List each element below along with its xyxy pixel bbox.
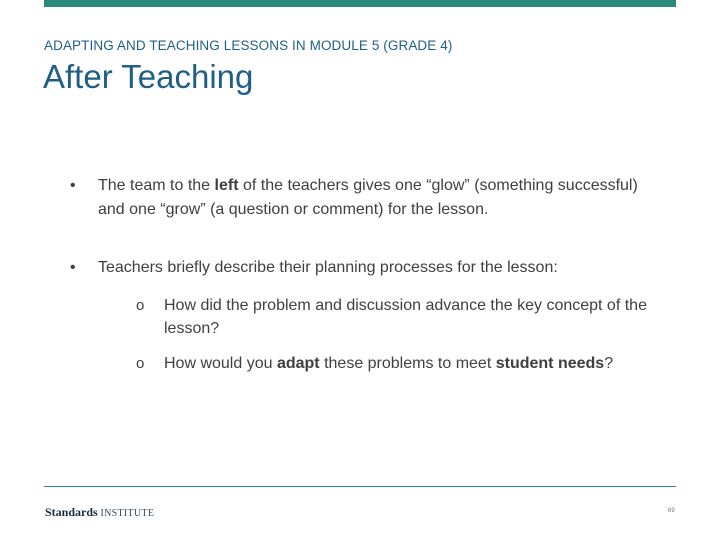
- logo-strong-text: Standards: [45, 505, 98, 519]
- bullet-text-post: of the teachers gives one “glow” (something successful) and one “grow” (a question or comment) for the lesson.: [98, 177, 638, 218]
- bullet-text-bold: left: [214, 177, 239, 194]
- sub-bullet-text-post: ?: [604, 355, 614, 372]
- module-kicker: ADAPTING AND TEACHING LESSONS IN MODULE 5 (GRADE 4): [44, 38, 453, 53]
- footer-divider: [44, 486, 676, 487]
- bullet-marker: •: [70, 259, 76, 276]
- slide-title: After Teaching: [43, 58, 254, 95]
- sub-bullet-text-mid: these problems to meet: [319, 355, 496, 372]
- sub-bullet-item-concept: [134, 294, 664, 340]
- sub-bullet-text: How did the problem and discussion advance the key concept of the lesson?: [164, 297, 647, 337]
- bullet-item-planning: [60, 256, 660, 280]
- bullet-item-glow-grow: [60, 174, 660, 222]
- bullet-marker: •: [70, 177, 76, 194]
- bullet-text-pre: The team to the: [98, 177, 215, 194]
- sub-bullet-bold-needs: student needs: [495, 355, 605, 372]
- sub-bullet-marker: o: [136, 355, 145, 372]
- page-number: 69: [668, 508, 675, 514]
- sub-bullet-item-adapt: [134, 352, 664, 375]
- sub-bullet-marker: o: [136, 297, 145, 314]
- bullet-list: [60, 174, 660, 375]
- bullet-text: Teachers briefly describe their planning processes for the lesson:: [98, 259, 558, 276]
- sub-bullet-text-pre: How would you: [164, 355, 277, 372]
- footer-logo: [45, 505, 154, 520]
- logo-thin-text: INSTITUTE: [100, 508, 155, 519]
- sub-bullet-bold-adapt: adapt: [276, 355, 320, 372]
- top-accent-bar: [44, 0, 676, 7]
